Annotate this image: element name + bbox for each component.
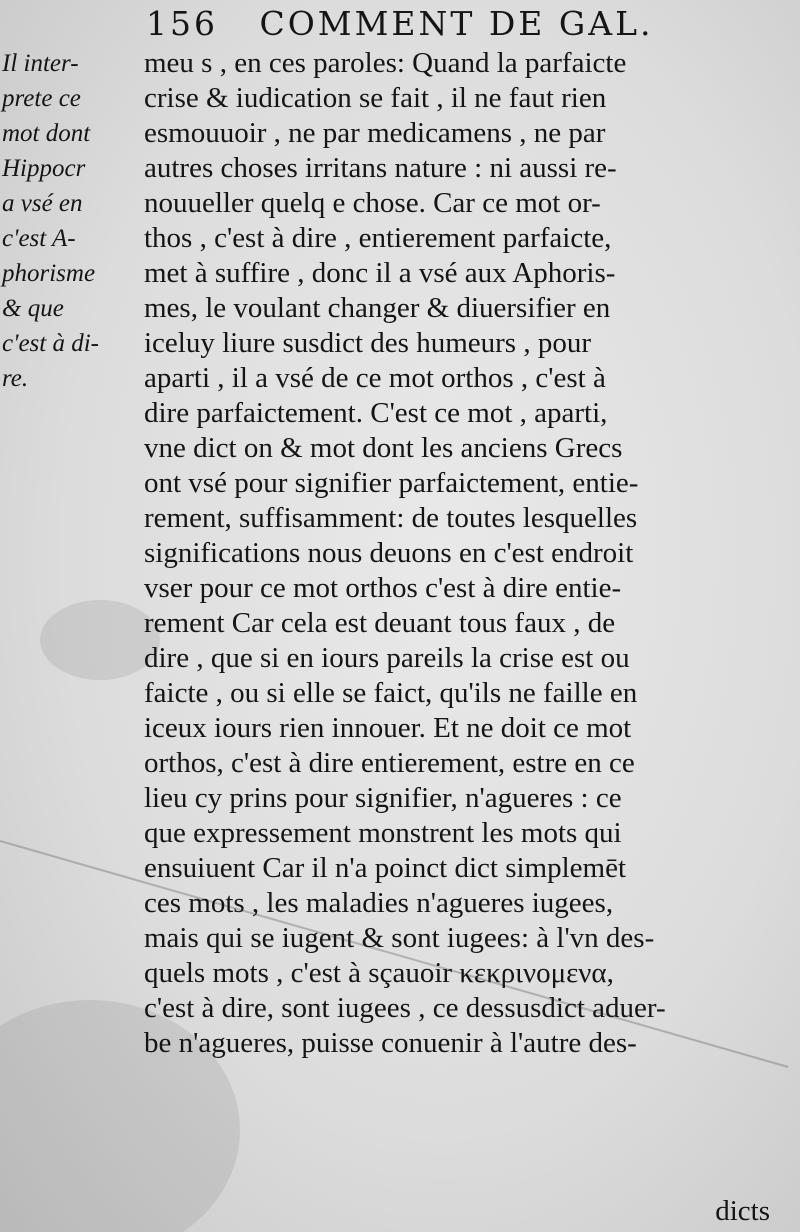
text-line: vne dict on & mot dont les anciens Grecs <box>144 432 623 464</box>
text-line: aparti , il a vsé de ce mot orthos , c'est à <box>144 362 606 394</box>
text-line: mes, le voulant changer & diuersifier en <box>144 292 611 324</box>
marginal-note <box>2 46 142 396</box>
margin-line: phorisme <box>2 260 96 287</box>
text-line: rement Car cela est deuant tous faux , de <box>144 607 616 639</box>
margin-line: c'est à di- <box>2 330 99 357</box>
text-line: vser pour ce mot orthos c'est à dire entie- <box>144 572 622 604</box>
text-line: crise & iudication se fait , il ne faut rien <box>144 82 607 114</box>
catchword: dicts <box>715 1195 770 1227</box>
text-line: meu s , en ces paroles: Quand la parfaicte <box>144 47 627 79</box>
margin-line: c'est A- <box>2 225 76 252</box>
text-line: be n'agueres, puisse conuenir à l'autre des- <box>144 1027 637 1059</box>
page-number: 156 <box>146 4 218 43</box>
margin-line: a vsé en <box>2 190 83 217</box>
paper-stain <box>40 600 160 680</box>
margin-line: prete ce <box>2 85 81 112</box>
margin-line: Hippocr <box>2 155 86 182</box>
margin-line: Il inter- <box>2 50 79 77</box>
text-line: lieu cy prins pour signifier, n'agueres : ce <box>144 782 622 814</box>
margin-line: mot dont <box>2 120 91 147</box>
text-line: orthos, c'est à dire entierement, estre en ce <box>144 747 635 779</box>
text-line: thos , c'est à dire , entierement parfaicte, <box>144 222 612 254</box>
text-line: met à suffire , donc il a vsé aux Aphoris- <box>144 257 616 289</box>
text-line: dire , que si en iours pareils la crise est ou <box>144 642 630 674</box>
text-line: ont vsé pour signifier parfaictement, entie- <box>144 467 639 499</box>
running-title: COMMENT DE GAL. <box>259 4 654 43</box>
text-line: rement, suffisamment: de toutes lesquelles <box>144 502 638 534</box>
margin-line: re. <box>2 365 29 392</box>
text-line: nouueller quelq e chose. Car ce mot or- <box>144 187 601 219</box>
margin-line: & que <box>2 295 64 322</box>
body-text <box>144 46 784 1061</box>
text-line: mais qui se iugent & sont iugees: à l'vn des- <box>144 922 655 954</box>
text-line: c'est à dire, sont iugees , ce dessusdict aduer- <box>144 992 666 1024</box>
text-line: iceluy liure susdict des humeurs , pour <box>144 327 591 359</box>
text-line: que expressement monstrent les mots qui <box>144 817 622 849</box>
running-head <box>146 4 766 48</box>
text-line: autres choses irritans nature : ni aussi re- <box>144 152 617 184</box>
text-line: significations nous deuons en c'est endroit <box>144 537 634 569</box>
text-line: quels mots , c'est à sçauoir κεκρινομενα, <box>144 957 614 989</box>
text-line: iceux iours rien innouer. Et ne doit ce mot <box>144 712 632 744</box>
text-line: ensuiuent Car il n'a poinct dict simplemēt <box>144 852 627 884</box>
text-line: ces mots , les maladies n'agueres iugees, <box>144 887 614 919</box>
text-line: faicte , ou si elle se faict, qu'ils ne faille en <box>144 677 638 709</box>
text-line: esmouuoir , ne par medicamens , ne par <box>144 117 606 149</box>
text-line: dire parfaictement. C'est ce mot , aparti, <box>144 397 608 429</box>
